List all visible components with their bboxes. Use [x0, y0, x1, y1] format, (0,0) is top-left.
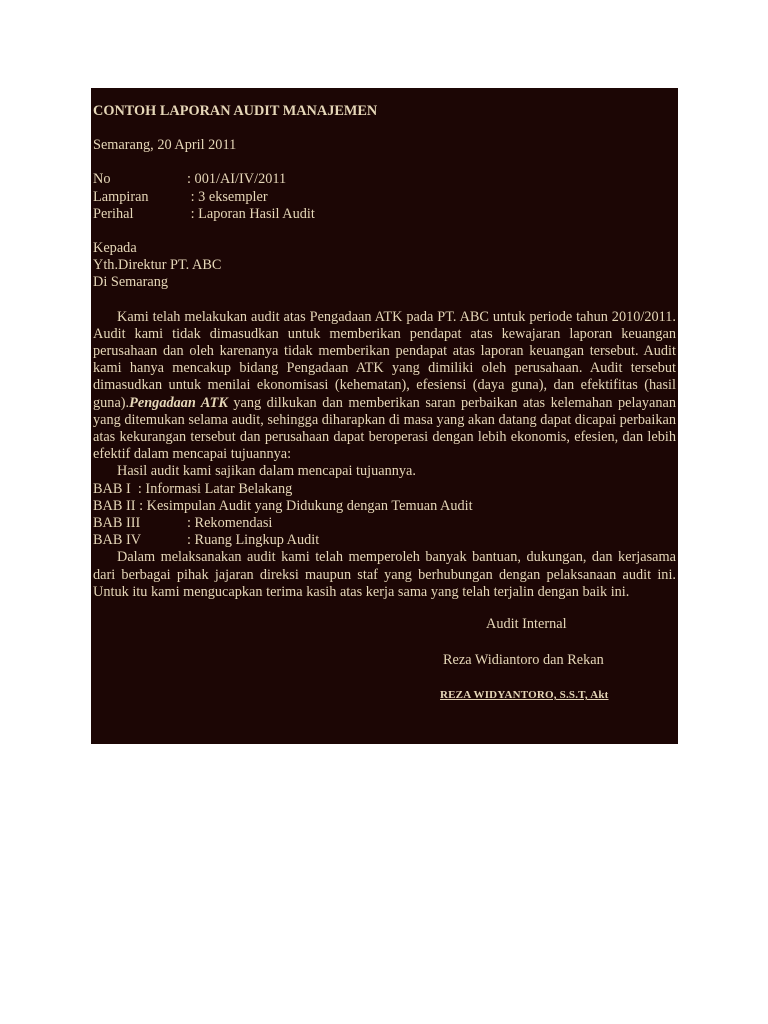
chapter-title: : Ruang Lingkup Audit [187, 532, 320, 549]
recipient-line: Yth.Direktur PT. ABC [93, 257, 222, 274]
chapter-title: : Kesimpulan Audit yang Didukung dengan Temuan Audit [139, 497, 473, 514]
signature-block [93, 601, 676, 721]
body-paragraph-3: Dalam melaksanakan audit kami telah memperoleh banyak bantuan, dukungan, dan kerjasama dari berbagai pihak jajaran direksi maupun staf yang berhubungan dengan pelaksanaan audit ini. Untuk itu kami mengucapkan terima kasih atas kerja sama yang telah terjalin dengan baik ini. [93, 549, 676, 600]
meta-row-perihal [93, 206, 676, 223]
meta-label: Lampiran [93, 188, 149, 205]
body-paragraph-2: Hasil audit kami sajikan dalam mencapai tujuannya. [117, 463, 416, 480]
paragraph-text: Kami telah melakukan audit atas Pengadaan ATK pada PT. ABC untuk periode tahun 2010/2011. Audit kami tidak dimasudkan untuk memberikan pendapat atas kewajaran laporan keuangan perusahaan dan oleh karenanya tidak memberikan pendapat atas laporan keuangan tersebut. Audit kami hanya mencakup bidang Pengadaan ATK yang dimiliki oleh perusahaan. Audit tersebut dimasudkan untuk menilai ekonomisasi (kehematan), efesiensi (daya guna), dan efektifitas (hasil guna). [93, 308, 676, 411]
chapter-id: BAB IV [93, 532, 142, 549]
chapter-title: : Rekomendasi [187, 515, 273, 532]
meta-row-lampiran [93, 189, 676, 206]
chapter-item [93, 481, 676, 498]
paragraph-text: yang dilkukan dan memberikan saran perbaikan atas kelemahan pelayanan yang ditemukan selama audit, sehingga diharapkan di masa yang akan datang dapat dicapai perbaikan atas kekurangan tersebut dan perusahaan dapat beroperasi dengan lebih ekonomis, efesien, dan lebih efektif dalam mencapai tujuannya: [93, 394, 676, 463]
emphasis-text: Pengadaan ATK [129, 394, 228, 411]
chapter-item [93, 515, 676, 532]
chapter-id: BAB I [93, 480, 135, 497]
meta-value: : 001/AI/IV/2011 [187, 171, 287, 188]
document-panel [91, 88, 678, 744]
meta-value: : 3 eksempler [187, 188, 268, 205]
meta-label: No [93, 171, 111, 188]
chapter-item [93, 498, 676, 515]
chapter-id: BAB III [93, 515, 141, 532]
meta-row-no [93, 171, 676, 188]
recipient-line: Kepada [93, 240, 137, 257]
chapter-title: : Informasi Latar Belakang [134, 480, 293, 497]
chapter-item [93, 532, 676, 549]
meta-value: : Laporan Hasil Audit [187, 205, 315, 222]
signature-name: REZA WIDYANTORO, S.S.T, Akt [440, 689, 609, 702]
signature-firm: Reza Widiantoro dan Rekan [443, 652, 604, 669]
signature-role: Audit Internal [486, 616, 567, 633]
chapter-id: BAB II [93, 497, 140, 514]
document-title: CONTOH LAPORAN AUDIT MANAJEMEN [93, 103, 378, 119]
place-date: Semarang, 20 April 2011 [93, 137, 237, 154]
meta-label: Perihal [93, 205, 134, 222]
recipient-line: Di Semarang [93, 274, 169, 291]
body-paragraph-1 [93, 309, 676, 464]
